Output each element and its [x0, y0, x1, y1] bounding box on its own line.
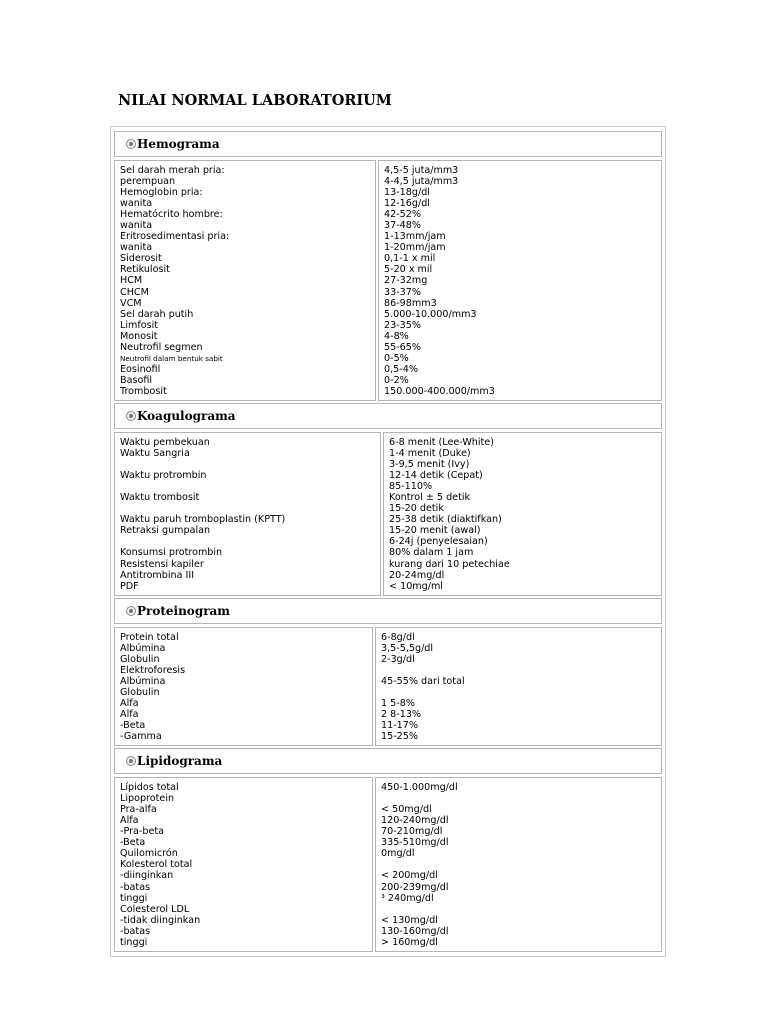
row-label: Kolesterol total	[120, 859, 193, 871]
row-label: Colesterol LDL	[120, 903, 190, 915]
row-label: -Beta	[120, 720, 146, 732]
section-title: Lipidograma	[137, 754, 223, 769]
row-label	[120, 481, 380, 492]
row-value: Kontrol ± 5 detik	[389, 492, 471, 504]
row-value	[381, 859, 661, 870]
row-value: < 50mg/dl	[381, 804, 432, 816]
row-value: 11-17%	[381, 720, 418, 732]
section-body-hemograma	[114, 160, 662, 401]
row-label: Alfa	[120, 708, 139, 720]
section-header-koagulograma	[114, 403, 662, 429]
row-value: 4-8%	[384, 330, 409, 342]
row-label: tinggi	[120, 936, 148, 948]
row-value: 0mg/dl	[381, 848, 415, 860]
row-value: 20-24mg/dl	[389, 569, 445, 581]
row-label: Konsumsi protrombin	[120, 547, 223, 559]
row-value: 2-3g/dl	[381, 653, 415, 665]
section-title: Proteinogram	[137, 603, 230, 618]
row-label: Resistensi kapiler	[120, 558, 204, 570]
row-label: Eosinofil	[120, 363, 161, 375]
row-label: Alfa	[120, 815, 139, 827]
row-label: -tidak diinginkan	[120, 914, 201, 926]
row-label: Protein total	[120, 631, 179, 643]
row-value: 86-98mm3	[384, 297, 437, 309]
row-label: Quilomicrón	[120, 848, 178, 860]
row-label: Hemoglobin pria:	[120, 187, 203, 199]
section-title: Hemograma	[137, 137, 220, 151]
section-title: Koagulograma	[137, 408, 236, 423]
row-value: 0,5-4%	[384, 363, 418, 375]
row-label: wanita	[120, 198, 153, 210]
value-column	[375, 777, 662, 952]
row-value: < 10mg/ml	[389, 580, 443, 592]
row-value: 85-110%	[389, 481, 433, 493]
row-value: 0,1-1 x mil	[384, 253, 436, 265]
section-header-lipidograma	[114, 748, 662, 774]
row-label: Waktu paruh tromboplastin (KPTT)	[120, 514, 286, 526]
lab-values-table	[110, 126, 666, 957]
row-value: 12-16g/dl	[384, 198, 430, 210]
radio-bullet-icon	[126, 139, 136, 149]
row-value: 6-8g/dl	[381, 631, 415, 643]
row-label: PDF	[120, 580, 139, 592]
row-label: Monosit	[120, 330, 158, 342]
row-value: 15-20 menit (awal)	[389, 525, 481, 537]
row-label: Neutrofil dalam bentuk sabit	[120, 353, 223, 363]
row-label: Limfosit	[120, 319, 159, 331]
row-value	[381, 904, 661, 915]
row-label	[120, 536, 380, 547]
row-value: 13-18g/dl	[384, 187, 430, 199]
row-value: 23-35%	[384, 319, 421, 331]
row-label: Albúmina	[120, 675, 166, 687]
row-label: Waktu Sangria	[120, 448, 190, 460]
label-column	[114, 160, 376, 401]
row-label: VCM	[120, 297, 142, 309]
row-value: 6-8 menit (Lee-White)	[389, 436, 494, 448]
radio-bullet-icon	[126, 756, 136, 766]
label-column	[114, 432, 381, 596]
row-label: Waktu pembekuan	[120, 436, 210, 448]
row-label: -Pra-beta	[120, 826, 164, 838]
row-value: 42-52%	[384, 209, 421, 221]
row-value: 80% dalam 1 jam	[389, 547, 474, 559]
row-label: Trombosit	[120, 385, 167, 397]
row-value: 130-160mg/dl	[381, 925, 449, 937]
row-label: Sel darah putih	[120, 308, 194, 320]
radio-bullet-icon	[126, 606, 136, 616]
row-value: 37-48%	[384, 220, 421, 232]
section-header-proteinogram	[114, 598, 662, 624]
row-value: 4-4,5 juta/mm3	[384, 176, 459, 188]
row-value: ³ 240mg/dl	[381, 892, 434, 904]
row-label: wanita	[120, 220, 153, 232]
row-value: 2 8-13%	[381, 708, 422, 720]
row-value: 27-32mg	[384, 275, 428, 287]
row-label: HCM	[120, 275, 143, 287]
row-value: 70-210mg/dl	[381, 826, 443, 838]
section-body-lipidograma	[114, 777, 662, 952]
row-label: Neutrofil segmen	[120, 341, 203, 353]
row-value: 120-240mg/dl	[381, 815, 449, 827]
row-label: -batas	[120, 925, 151, 937]
row-value: kurang dari 10 petechiae	[389, 558, 510, 570]
row-label: wanita	[120, 242, 153, 254]
row-value: 15-25%	[381, 731, 418, 743]
page-title: NILAI NORMAL LABORATORIUM	[118, 92, 392, 109]
row-label: Pra-alfa	[120, 804, 157, 816]
row-label	[120, 503, 380, 514]
row-value: 0-5%	[384, 352, 409, 364]
row-label: Lipoprotein	[120, 793, 175, 805]
section-header-hemograma	[114, 131, 662, 157]
row-value: 6-24j (penyelesaian)	[389, 536, 488, 548]
row-value: 150.000-400.000/mm3	[384, 385, 495, 397]
row-value: > 160mg/dl	[381, 936, 438, 948]
row-label: perempuan	[120, 176, 176, 188]
row-value	[381, 665, 661, 676]
row-label: CHCM	[120, 286, 149, 298]
row-label: Waktu protrombin	[120, 470, 207, 482]
row-value: 3,5-5,5g/dl	[381, 642, 434, 654]
row-value: < 130mg/dl	[381, 914, 438, 926]
label-column	[114, 777, 373, 952]
row-label: -Beta	[120, 837, 146, 849]
row-label	[120, 459, 380, 470]
radio-bullet-icon	[126, 411, 136, 421]
row-label: Waktu trombosit	[120, 492, 200, 504]
row-label: Antitrombina III	[120, 569, 195, 581]
row-label: Retikulosit	[120, 264, 170, 276]
row-label: -Gamma	[120, 731, 162, 743]
row-label: Albúmina	[120, 642, 166, 654]
section-body-koagulograma	[114, 432, 662, 596]
row-value: 4,5-5 juta/mm3	[384, 165, 459, 176]
row-value: < 200mg/dl	[381, 870, 438, 882]
row-label: Lípidos total	[120, 782, 179, 794]
row-value	[381, 793, 661, 804]
row-label: Elektroforesis	[120, 664, 186, 676]
row-value: 12-14 detik (Cepat)	[389, 470, 483, 482]
row-value: 335-510mg/dl	[381, 837, 449, 849]
section-body-proteinogram	[114, 627, 662, 746]
row-label: Globulin	[120, 686, 160, 698]
row-value: 1 5-8%	[381, 697, 415, 709]
row-value: 1-13mm/jam	[384, 231, 446, 243]
row-value	[381, 687, 661, 698]
row-value: 55-65%	[384, 341, 421, 353]
label-column	[114, 627, 373, 746]
value-column	[378, 160, 662, 401]
row-value: 1-20mm/jam	[384, 242, 446, 254]
row-value: 5-20 x mil	[384, 264, 433, 276]
row-value: 450-1.000mg/dl	[381, 782, 458, 794]
row-label: Alfa	[120, 697, 139, 709]
row-label: Globulin	[120, 653, 160, 665]
row-label: -batas	[120, 881, 151, 893]
row-label: Basofil	[120, 374, 153, 386]
row-label: Eritrosedimentasi pria:	[120, 231, 230, 243]
row-value: 33-37%	[384, 286, 421, 298]
row-value: 45-55% dari total	[381, 675, 465, 687]
row-label: Hematócrito hombre:	[120, 209, 223, 221]
row-label: tinggi	[120, 892, 148, 904]
row-value: 3-9,5 menit (Ivy)	[389, 459, 470, 471]
row-value: 1-4 menit (Duke)	[389, 448, 471, 460]
row-value: 25-38 detik (diaktifkan)	[389, 514, 502, 526]
row-label: Retraksi gumpalan	[120, 525, 211, 537]
row-label: Siderosit	[120, 253, 162, 265]
value-column	[383, 432, 662, 596]
row-label: Sel darah merah pria:	[120, 165, 225, 176]
row-value: 200-239mg/dl	[381, 881, 449, 893]
row-label: -diinginkan	[120, 870, 174, 882]
row-value: 0-2%	[384, 374, 409, 386]
value-column	[375, 627, 662, 746]
row-value: 5.000-10.000/mm3	[384, 308, 477, 320]
row-value: 15-20 detik	[389, 503, 444, 515]
